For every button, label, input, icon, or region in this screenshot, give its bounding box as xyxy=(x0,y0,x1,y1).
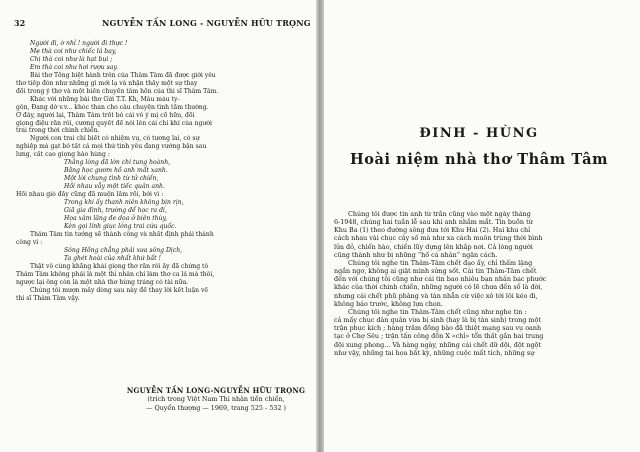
text-line: đổi trong ý thơ và một biến chuyển tâm hồn của thi sĩ Thâm Tâm. xyxy=(16,87,219,95)
verse-line: Trong khi ấy thanh niên không bịn rịn, xyxy=(64,199,184,207)
text-line: lưng, cất cao giọng hào hùng : xyxy=(16,151,110,159)
text-line: nhưng cái chết phũ phàng và tàn nhẫn cứ việc xô tới lôi kéo đi, xyxy=(334,291,538,300)
text-line: lửa đỏ, chiến hào, chiến lũy dựng lên khắp nơi. Cả lòng người xyxy=(334,242,533,251)
left-page-body xyxy=(16,40,308,302)
author-name: ĐINH - HÙNG xyxy=(419,126,539,141)
text-line: không báo trước, không lựa chọn. xyxy=(334,299,443,308)
text-line: thơ tiếp đón như những gì mới lạ và nhận thấy một sự thay xyxy=(16,79,198,87)
text-line: trai trong thời chinh chiến. xyxy=(16,127,100,135)
verse-block xyxy=(16,247,308,263)
verse-line: Người đi, ờ nhỉ ! người đi thực ! xyxy=(30,40,128,47)
text-line: ngược lại ông còn là một nhà thơ hùng tráng có tài nữa. xyxy=(16,278,189,286)
paragraph xyxy=(334,210,628,259)
opening-verse xyxy=(16,40,308,72)
source-line: — Quyển thượng — 1969, trang 525 - 532 ) xyxy=(146,404,286,412)
verse-line: Một lời chung tình từ tử chiến, xyxy=(64,175,159,183)
verse-line: Sông Hồng chẳng phải xưa sông Dịch, xyxy=(64,246,183,254)
text-line: Thâm Tâm tin tưởng sẽ thành công và nhất định phải thành xyxy=(30,230,214,238)
text-line: Khác với những bài thơ Gửi T.T. Kh, Màu máu ty- xyxy=(30,95,180,103)
verse-line: Chị thà coi như là hạt bụi ; xyxy=(30,55,113,63)
text-line: thi sĩ Thâm Tâm vậy. xyxy=(16,294,80,302)
text-line: công vì : xyxy=(16,238,43,246)
text-line: cách nhau vài chục cây số mà như xa cách muôn trùng thời bình xyxy=(334,234,543,243)
verse-line: Ta ghét hoài của nhất khứ bất ! xyxy=(64,254,161,262)
paragraph xyxy=(16,287,308,303)
paragraph xyxy=(16,231,308,247)
paragraph xyxy=(334,308,628,357)
signature: NGUYỄN TẤN LONG-NGUYỄN HỮU TRỌNG xyxy=(126,386,306,395)
text-line: tạc ở Chợ Sêu ; trận tấn công đồn X «chỉ» tổn thất gần hai trung xyxy=(334,332,544,341)
paragraph xyxy=(16,263,308,287)
text-line: Ở đây, người lại, Thâm Tâm trốt bỏ cái vô ý mị cổ hữu, đổi xyxy=(16,111,195,119)
text-line: Thâm Tâm không phải là một thi nhân chỉ làm thơ ca lả mà thôi, xyxy=(16,270,215,278)
verse-line: Mẹ thà coi như chiếc lá bay, xyxy=(30,47,117,55)
verse-line: Bằng học gươm hồ anh mất xanh. xyxy=(64,167,168,175)
text-line: ngắn ngơ, không ai giật mình sửng sốt. Cái tin Thâm-Tâm chết xyxy=(334,267,537,276)
text-line: Bài thơ Tống biệt hành trên của Thâm Tâm đã được giới yêu xyxy=(30,71,216,79)
text-line: đến với chúng tôi cũng như cái tin bao nhiêu bạn nhân bạc phước xyxy=(334,275,547,284)
right-page-body xyxy=(334,210,628,357)
text-line: Chúng tôi mượn mấy dòng sau này để thay lời kết luận về xyxy=(30,286,209,294)
paragraph xyxy=(334,259,628,308)
left-page-header xyxy=(14,18,310,32)
verse-line: Họa xâm lăng đe dọa ở biên thùy, xyxy=(64,214,168,222)
text-line: Chúng tôi được tin anh từ trần cũng vào một ngày tháng xyxy=(348,210,531,218)
text-line: giọng điệu rắn rỏi, cương quyết để nói lên cái chí khí của người xyxy=(16,119,212,127)
left-page xyxy=(6,0,314,452)
running-head: NGUYỄN TẤN LONG - NGUYỄN HỮU TRỌNG xyxy=(102,18,311,28)
paragraph xyxy=(16,135,308,159)
right-page xyxy=(326,0,632,452)
text-line: đội xung phong... Và hàng ngày, những cái chết dữ dội, đột ngột xyxy=(334,340,541,349)
source-line: (trích trong Việt Nam Thi nhân tiền chiến, xyxy=(147,395,285,403)
book-gutter xyxy=(316,0,324,452)
verse-line: Em thà coi như hơi rượu say. xyxy=(30,63,118,71)
paragraph xyxy=(16,72,308,96)
paragraph xyxy=(16,96,308,136)
verse-line: Kèn gọi lính giục lòng trai cứu quốc. xyxy=(64,222,177,230)
signature-block xyxy=(126,386,306,413)
text-line: cả mấy chục dân quân vừa bị sinh (hay là bị tàn sinh) trong một xyxy=(334,316,541,325)
text-line: Khu Ba (1) theo đường sông đưa tới Khu Hai (2). Hai khu chỉ xyxy=(334,226,531,235)
verse-block xyxy=(16,199,308,231)
text-line: gôn, Đang dở v.v... khóc than cho câu chuyện tình tầm thường. xyxy=(16,103,209,111)
verse-line: Thắng lòng đã lớn chí tung hoành, xyxy=(64,159,171,167)
text-line: khác của thời chinh chiến, những người có lẽ chưa đến số là đời, xyxy=(334,283,543,292)
text-line: Người con trai chỉ biết có nhiệm vụ, có tương lai, có sự xyxy=(30,135,200,143)
article-title: Hoài niệm nhà thơ Thâm Tâm xyxy=(349,151,609,168)
article-heading xyxy=(330,126,628,168)
verse-line: Hồi nhau vẫy một tiếc quân anh. xyxy=(64,183,165,191)
text-line: nghiệp mà gạt bỏ tất cả mọi thứ tình yêu đang vướng bận sau xyxy=(16,143,207,151)
text-line: Chúng tôi nghe tin Thâm-Tâm chết cũng như nghe tin : xyxy=(348,307,527,316)
verse-block xyxy=(16,159,308,191)
text-line: 6-1948, chúng hai tuần lễ sau khi anh nhắm mắt. Tin buồn từ xyxy=(334,218,533,227)
text-line: trận phục kích ; hàng trăm đồng bào đã thiệt mạng sau vụ oanh xyxy=(334,324,542,333)
text-line: Chúng tôi nghe tin Thâm-Tâm chết đạo ấy, chỉ thấm lặng xyxy=(348,258,533,267)
text-line: như vậy, những tai họa bất kỳ, những cuộc mất tích, những sự xyxy=(334,348,535,357)
text-line: cũng thành như bị những “hố cá nhân” ngăn cách. xyxy=(334,250,498,259)
text-line: Hồi nhau gió đầy cũng đã muộn lẫm rồi, bởi vì : xyxy=(16,191,164,199)
verse-line: Giã gia đình, trường để học ra đi, xyxy=(64,207,167,215)
page-number: 32 xyxy=(14,18,26,28)
text-line: Thật vô cùng khẳng khái giọng thơ rắn rỏi ấy đã chứng tỏ xyxy=(30,262,209,270)
